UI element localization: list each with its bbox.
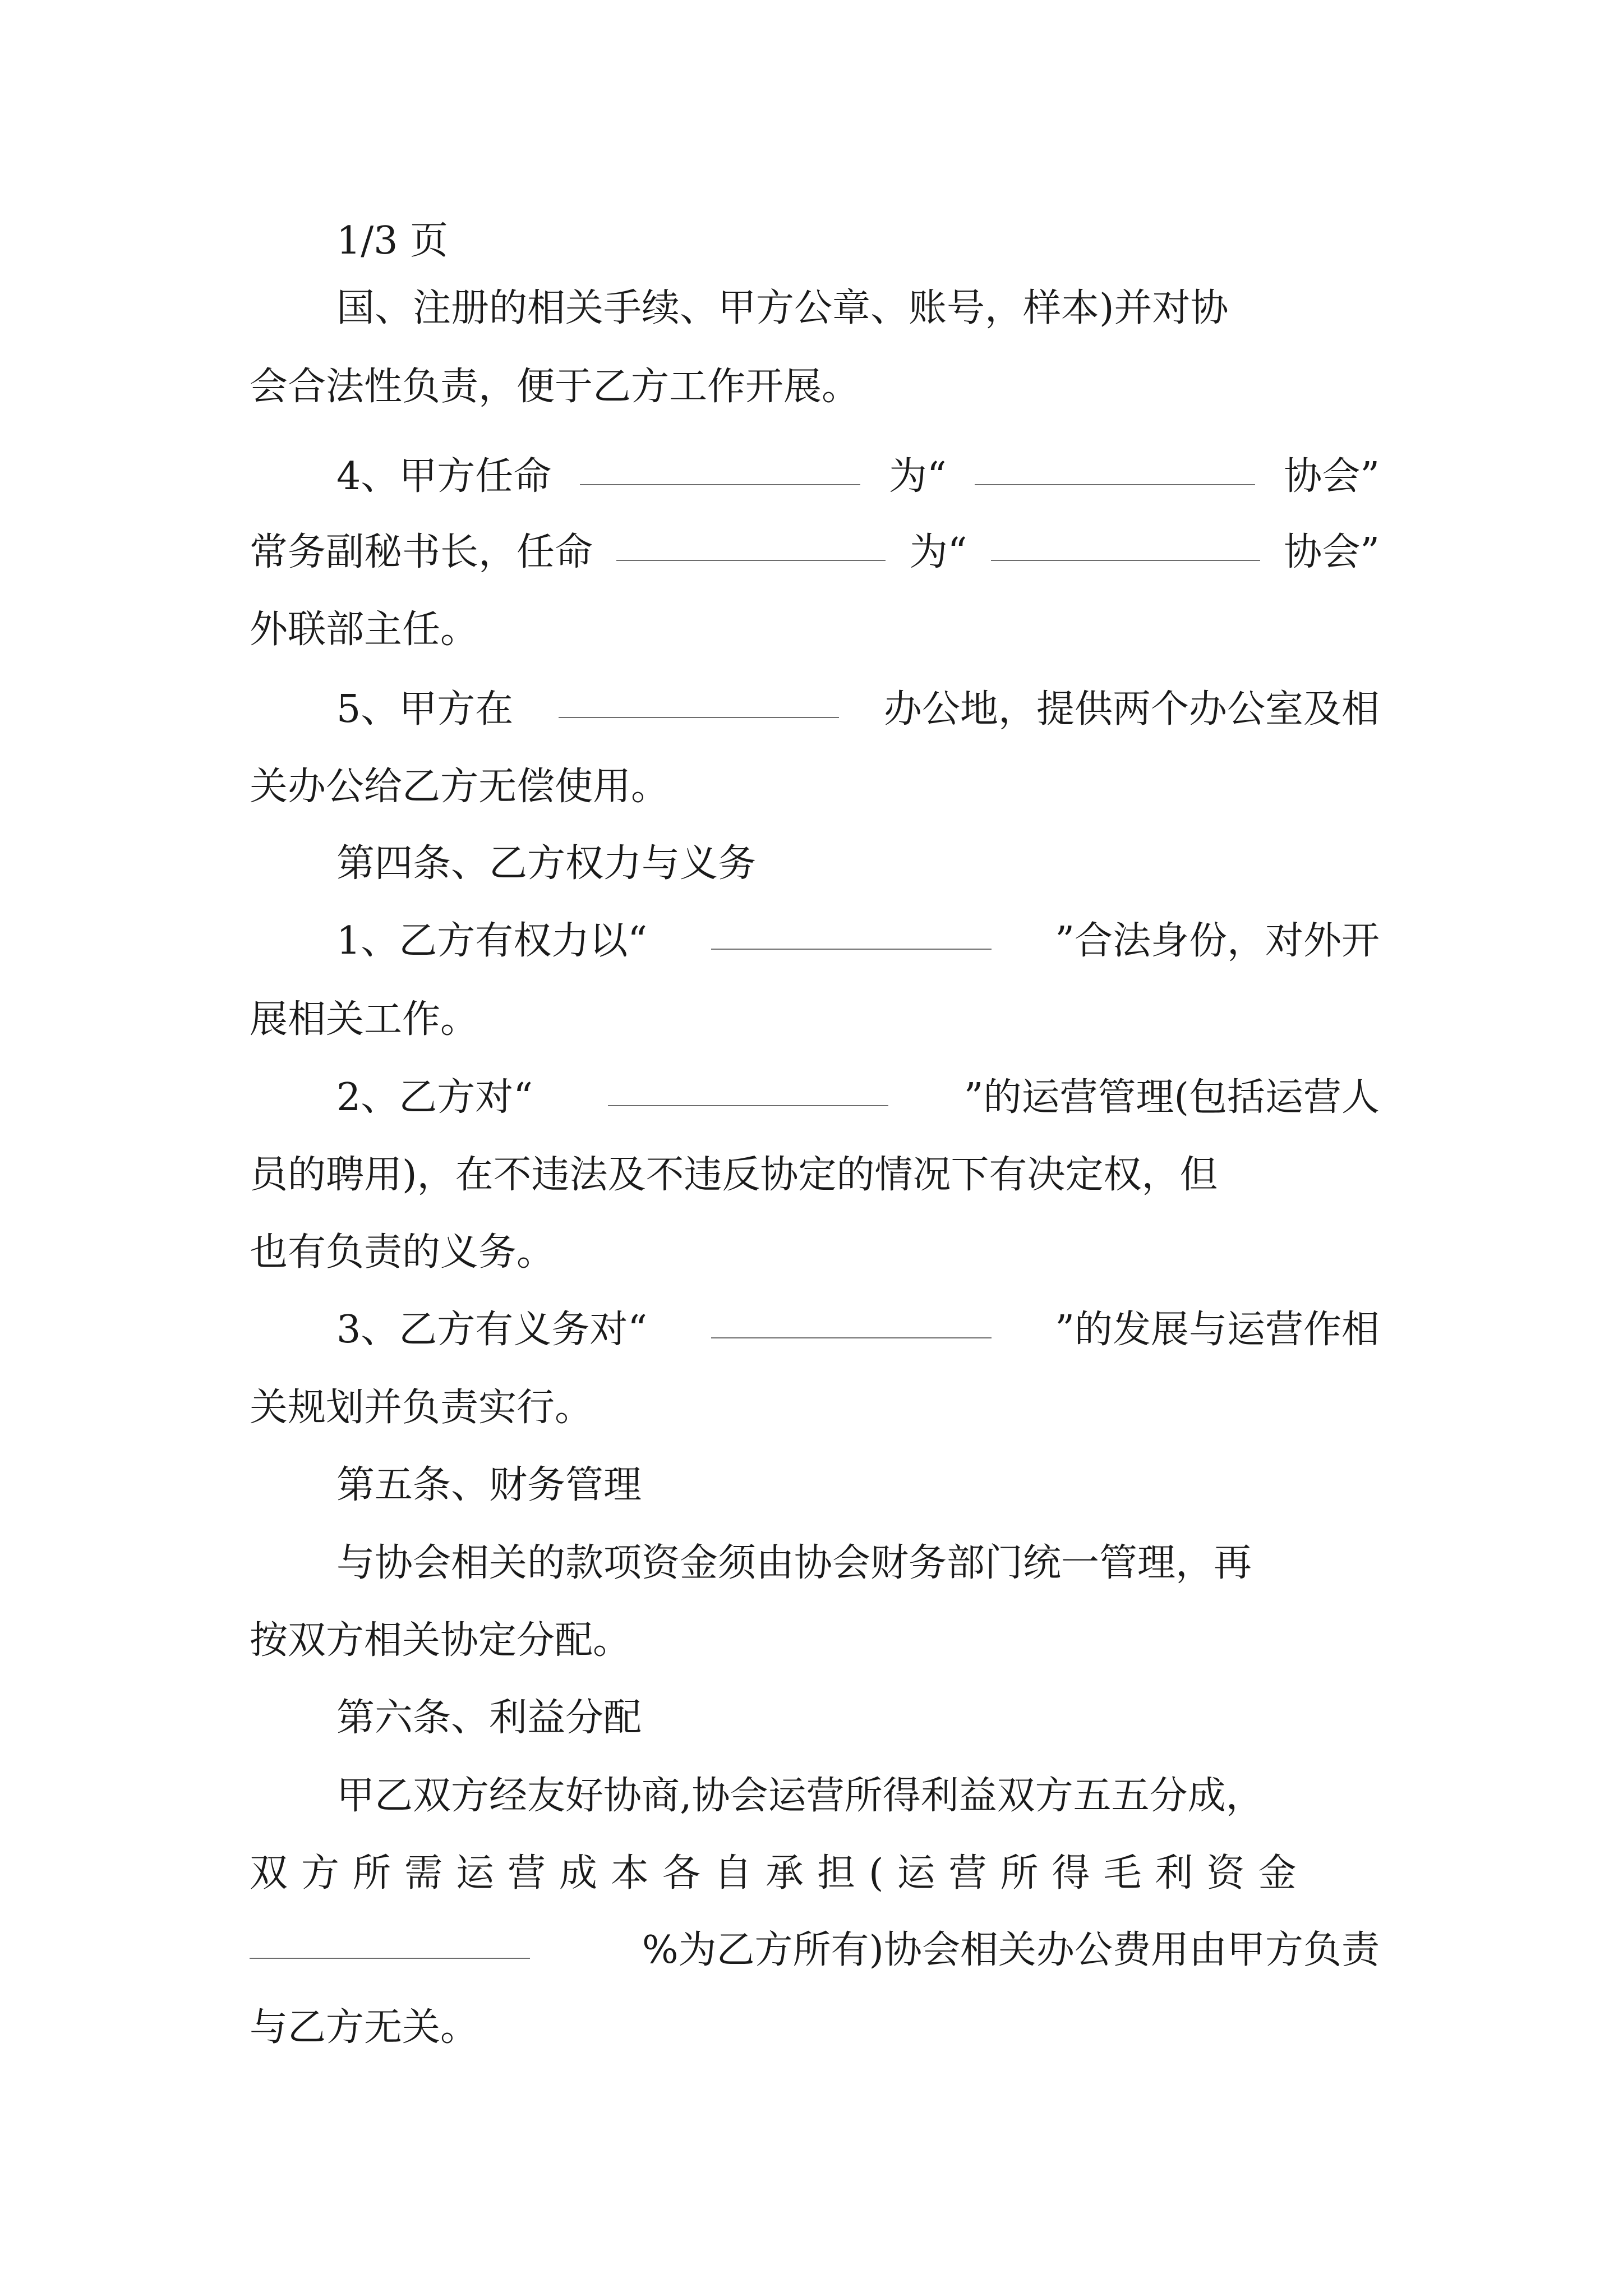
paragraph-text: 双方所需运营成本各自承担(运营所得毛利资金 [250, 1851, 1310, 1895]
fill-in-blank[interactable] [711, 1305, 992, 1338]
fill-in-blank[interactable] [616, 527, 886, 561]
paragraph-text: %为乙方所有)协会相关办公费用由甲方负责 [642, 1928, 1380, 1972]
paragraph-line [336, 1305, 1380, 1355]
paragraph-line [336, 1538, 1380, 1589]
paragraph-line [250, 1925, 1380, 1976]
paragraph-text: 常务副秘书长，任命 [250, 530, 593, 574]
fill-in-blank[interactable] [580, 452, 860, 485]
paragraph-line [250, 527, 1380, 578]
paragraph-line [336, 1073, 1380, 1123]
paragraph-text: 员的聘用)，在不违法及不违反协定的情况下有决定权，但 [250, 1153, 1218, 1197]
paragraph-line [250, 1150, 1380, 1200]
paragraph-text: 5、甲方在 [336, 687, 514, 731]
paragraph-line [336, 283, 1380, 334]
paragraph-line [336, 684, 1380, 735]
section-heading: 第四条、乙方权力与义务 [336, 841, 757, 886]
fill-in-blank[interactable] [991, 527, 1260, 561]
paragraph-line [250, 1848, 1380, 1899]
paragraph-text: 2、乙方对“ [336, 1075, 533, 1120]
paragraph-line: 展相关工作。 [250, 997, 479, 1042]
paragraph-text: ”的运营管理(包括运营人 [963, 1075, 1380, 1120]
paragraph-text: 协会” [1284, 454, 1380, 499]
paragraph-line: 也有负责的义务。 [250, 1230, 555, 1274]
paragraph-text: ”的发展与运营作相 [1055, 1308, 1380, 1352]
paragraph-text: 为“ [909, 530, 967, 574]
paragraph-line: 与乙方无关。 [250, 2005, 479, 2050]
fill-in-blank[interactable] [608, 1073, 888, 1106]
paragraph-text: 甲乙双方经友好协商,协会运营所得利益双方五五分成， [336, 1774, 1264, 1818]
paragraph-text: 为“ [888, 454, 947, 499]
page-indicator: 1/3 页 [336, 219, 449, 263]
paragraph-line [336, 452, 1380, 502]
paragraph-text: 国、注册的相关手续、甲方公章、账号，样本)并对协 [336, 286, 1229, 330]
paragraph-line: 外联部主任。 [250, 608, 479, 652]
paragraph-line [336, 1771, 1380, 1821]
paragraph-text: 4、甲方任命 [336, 454, 552, 499]
section-heading: 第五条、财务管理 [336, 1463, 642, 1507]
paragraph-text: 与协会相关的款项资金须由协会财务部门统一管理，再 [336, 1541, 1252, 1585]
paragraph-line: 会合法性负责，便于乙方工作开展。 [250, 365, 860, 409]
paragraph-text: 协会” [1284, 530, 1380, 574]
paragraph-line [336, 916, 1380, 967]
paragraph-text: 3、乙方有义务对“ [336, 1308, 648, 1352]
paragraph-line: 关办公给乙方无偿使用。 [250, 765, 670, 809]
paragraph-text: 1、乙方有权力以“ [336, 919, 648, 963]
section-heading: 第六条、利益分配 [336, 1696, 642, 1740]
paragraph-text: ”合法身份，对外开 [1055, 919, 1380, 963]
fill-in-blank[interactable] [975, 452, 1255, 485]
paragraph-text: 办公地，提供两个办公室及相 [883, 687, 1380, 731]
fill-in-blank[interactable] [559, 684, 839, 718]
paragraph-line: 按双方相关协定分配。 [250, 1618, 631, 1663]
paragraph-line: 关规划并负责实行。 [250, 1386, 593, 1430]
fill-in-blank[interactable] [250, 1925, 530, 1959]
fill-in-blank[interactable] [711, 916, 992, 950]
